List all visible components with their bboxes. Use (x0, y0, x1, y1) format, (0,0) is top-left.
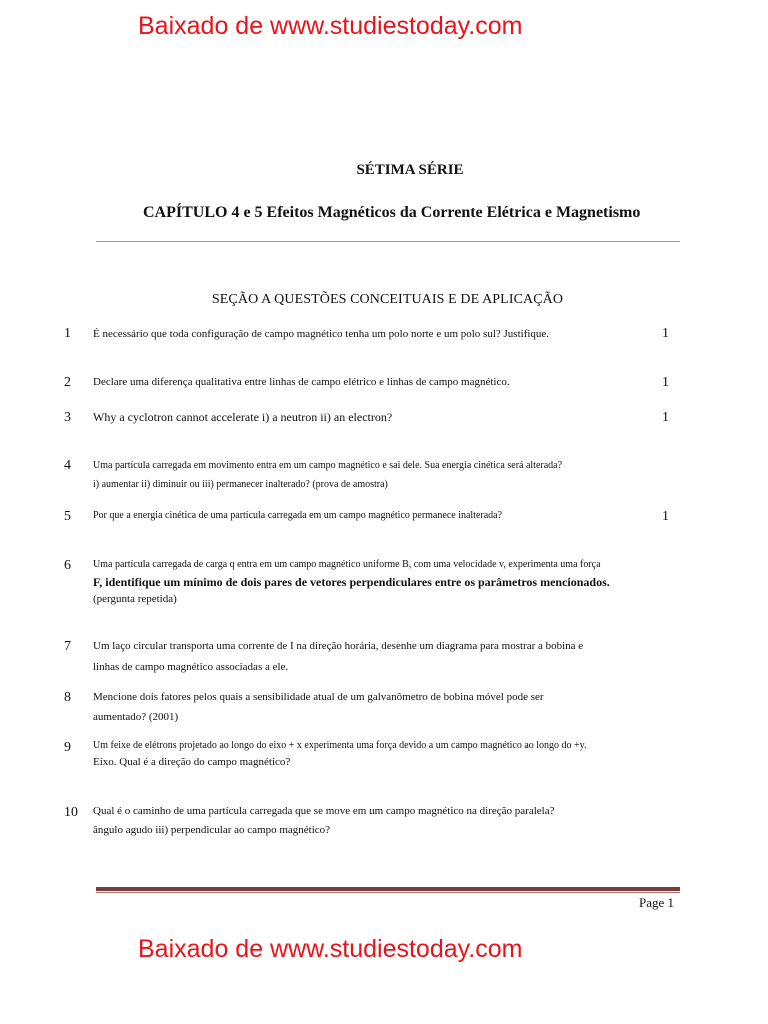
page-number: Page 1 (639, 895, 675, 910)
question-line: Eixo. Qual é a direção do campo magnético? (93, 756, 291, 768)
question-marks: 1 (662, 509, 669, 524)
question-item (0, 690, 768, 730)
question-item (0, 326, 768, 366)
question-item (0, 458, 768, 498)
question-number: 1 (64, 326, 71, 341)
question-line: linhas de campo magnético associadas a ele. (93, 661, 289, 673)
question-number: 4 (64, 458, 71, 473)
question-marks: 1 (662, 410, 669, 425)
question-item (0, 740, 768, 780)
question-item (0, 558, 768, 605)
question-marks: 1 (662, 375, 669, 390)
question-line: Uma partícula carregada em movimento entra em um campo magnético e sai dele. Sua energia cinética será alterada? (93, 460, 563, 471)
question-line: aumentado? (2001) (93, 711, 179, 723)
watermark-top: Baixado de www.studiestoday.com (138, 12, 523, 40)
question-text (93, 408, 653, 427)
question-line: Why a cyclotron cannot accelerate i) a neutron ii) an electron? (93, 410, 393, 424)
question-line: Por que a energia cinética de uma partícula carregada em um campo magnético permanece inalterada? (93, 510, 503, 521)
question-line: Uma partícula carregada de carga q entra em um campo magnético uniforme B, com uma velocidade v, experimenta uma força (93, 559, 601, 570)
question-number: 10 (64, 805, 78, 820)
question-text (93, 506, 653, 525)
question-number: 5 (64, 509, 71, 524)
question-line: Um laço circular transporta uma corrente de I na direção horária, desenhe um diagrama para mostrar a bobina e (93, 640, 584, 652)
question-text (93, 373, 653, 392)
watermark-bottom: Baixado de www.studiestoday.com (138, 935, 523, 963)
question-item (0, 410, 768, 450)
chapter-heading: CAPÍTULO 4 e 5 Efeitos Magnéticos da Corrente Elétrica e Magnetismo (143, 204, 641, 221)
question-line: É necessário que toda configuração de campo magnético tenha um polo norte e um polo sul? Justifique. (93, 328, 550, 340)
question-line: (pergunta repetida) (93, 593, 177, 605)
question-number: 6 (64, 558, 71, 573)
question-line: Qual é o caminho de uma partícula carregada que se move em um campo magnético na direção paralela? (93, 805, 555, 817)
question-number: 7 (64, 639, 71, 654)
question-line: i) aumentar ii) diminuir ou iii) permanecer inalterado? (prova de amostra) (93, 479, 388, 490)
question-item (0, 805, 768, 845)
question-line: F, identifique um mínimo de dois pares de vetores perpendiculares entre os parâmetros mencionados. (93, 575, 610, 589)
question-line: Declare uma diferença qualitativa entre linhas de campo elétrico e linhas de campo magnético. (93, 376, 510, 388)
question-text (93, 737, 653, 771)
section-heading: SEÇÃO A QUESTÕES CONCEITUAIS E DE APLICAÇÃO (211, 292, 564, 307)
document-title: SÉTIMA SÉRIE (356, 162, 464, 178)
question-line: Um feixe de elétrons projetado ao longo do eixo + x experimenta uma força devido a um campo magnético ao longo do +y. (93, 740, 587, 751)
question-text (93, 687, 653, 727)
question-number: 9 (64, 740, 71, 755)
question-marks: 1 (662, 326, 669, 341)
header-divider (96, 241, 680, 242)
question-text (93, 802, 653, 840)
question-number: 3 (64, 410, 71, 425)
question-line: ângulo agudo iii) perpendicular ao campo magnético? (93, 824, 331, 836)
question-line: Mencione dois fatores pelos quais a sensibilidade atual de um galvanômetro de bobina móvel pode ser (93, 691, 544, 703)
footer-divider-thin (96, 892, 680, 893)
question-number: 8 (64, 690, 71, 705)
footer-divider (96, 887, 680, 891)
question-text (93, 325, 653, 344)
question-text (93, 456, 653, 494)
question-text (93, 555, 653, 608)
question-text (93, 636, 653, 678)
question-number: 2 (64, 375, 71, 390)
question-item (0, 509, 768, 549)
question-item (0, 639, 768, 679)
